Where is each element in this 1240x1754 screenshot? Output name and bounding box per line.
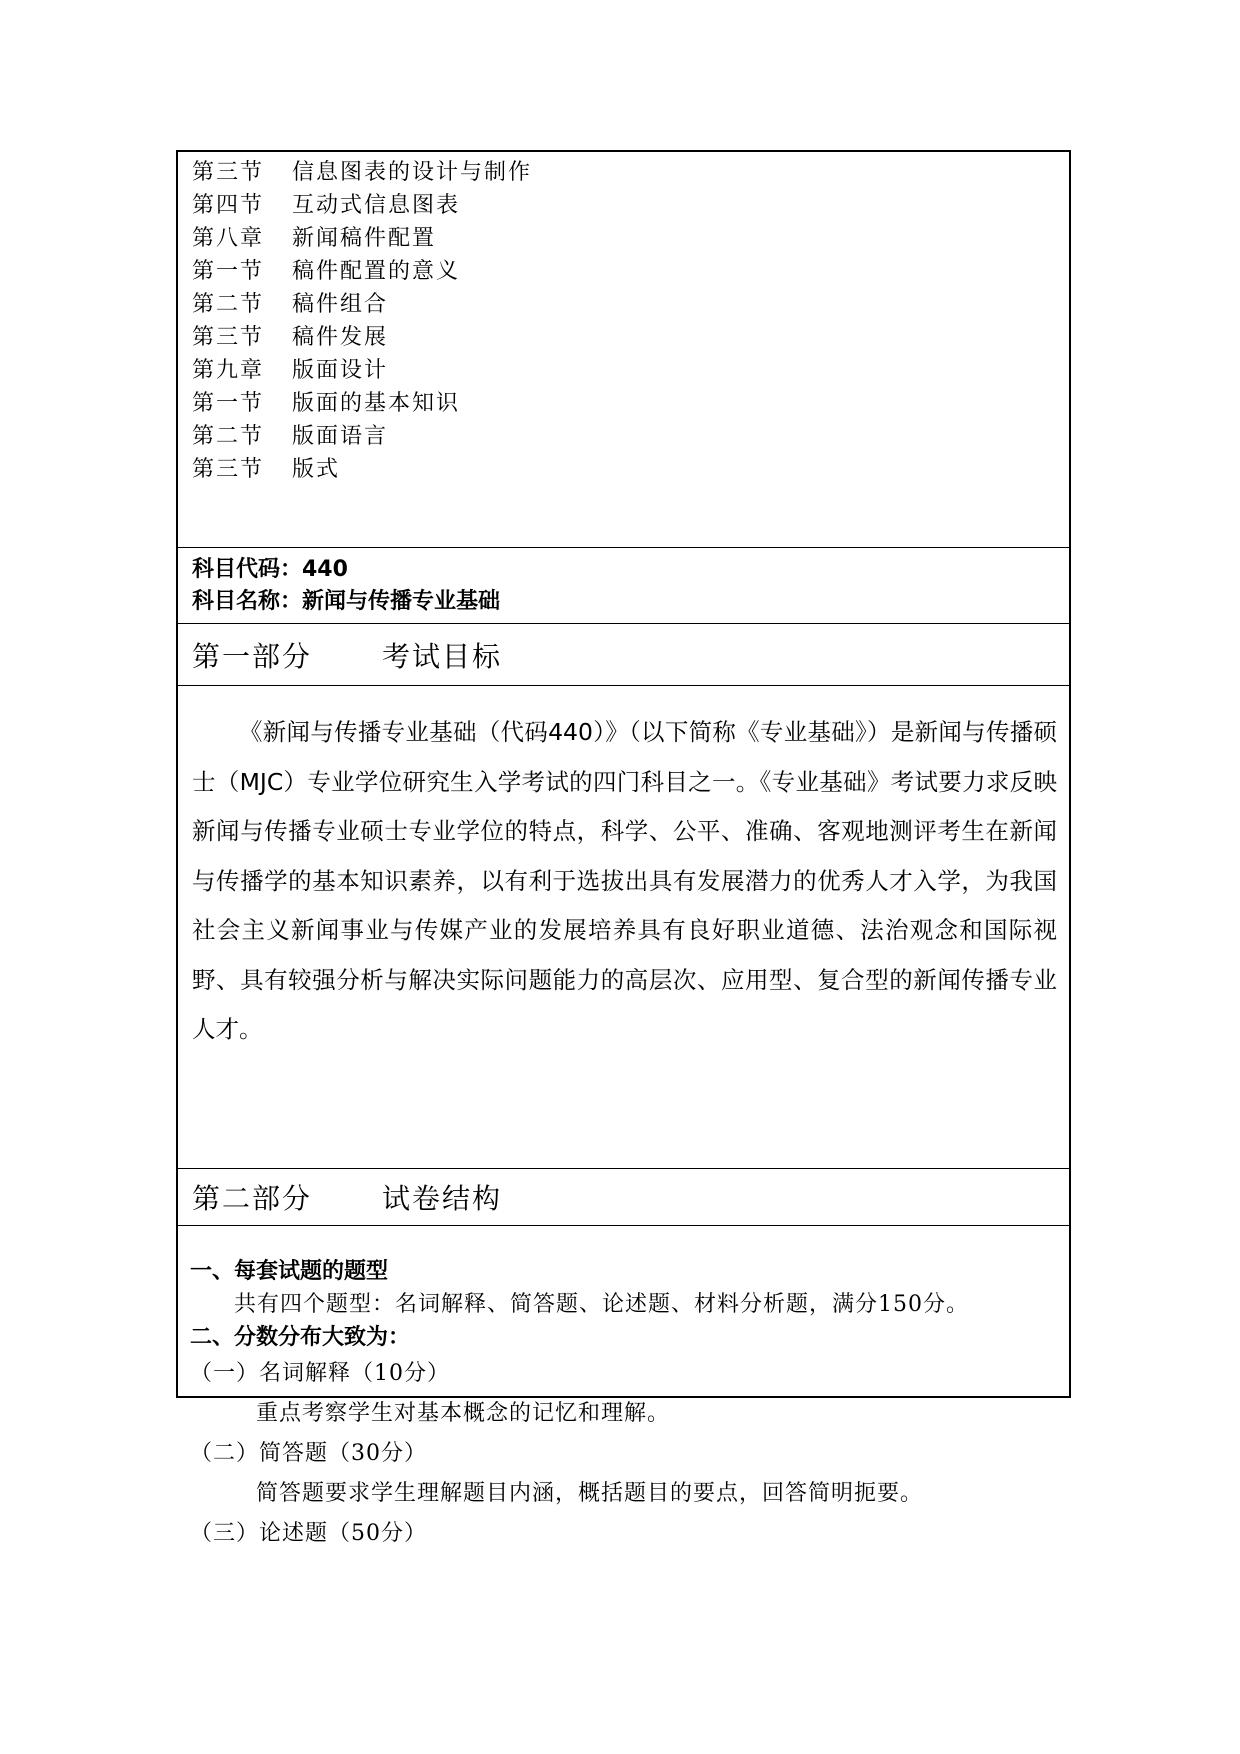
question-types-paragraph: 共有四个题型：名词解释、简答题、论述题、材料分析题，满分150分。 xyxy=(234,1292,969,1317)
part1-label: 第一部分 xyxy=(192,639,313,673)
section-term-explanation-desc: 重点考察学生对基本概念的记忆和理解。 xyxy=(256,1401,671,1426)
score-distribution-heading: 二、分数分布大致为： xyxy=(190,1325,411,1350)
toc-number: 第一节 xyxy=(192,391,265,416)
toc-title: 稿件发展 xyxy=(292,325,389,350)
toc-row xyxy=(192,354,1069,387)
toc-row xyxy=(192,453,1069,486)
part1-title: 考试目标 xyxy=(382,639,503,673)
section-essay: （三）论述题（50分） xyxy=(190,1521,427,1546)
toc-number: 第二节 xyxy=(192,424,265,449)
toc-row xyxy=(192,222,1069,255)
part2-header xyxy=(178,1169,1069,1225)
question-types-heading: 一、每套试题的题型 xyxy=(190,1259,389,1284)
syllabus-table xyxy=(176,150,1071,1546)
toc-title: 版面设计 xyxy=(292,358,389,383)
toc-title: 新闻稿件配置 xyxy=(292,226,437,251)
toc-number: 第三节 xyxy=(192,457,265,482)
structure-cell xyxy=(178,1226,1069,1546)
toc-number: 第三节 xyxy=(192,160,265,185)
objective-paragraph: 《新闻与传播专业基础（代码440）》（以下简称《专业基础》）是新闻与传播硕士（MJC）专业学位研究生入学考试的四门科目之一。《专业基础》考试要力求反映新闻与传播专业硕士专业学位的特点，科学、公平、准确、客观地测评考生在新闻与传播学的基本知识素养，以有利于选拔出具有发展潜力的优秀人才入学，为我国社会主义新闻事业与传媒产业的发展培养具有良好职业道德、法治观念和国际视野、具有较强分析与解决实际问题能力的高层次、应用型、复合型的新闻传播专业人才。 xyxy=(192,718,1057,1043)
section-short-answer-desc: 简答题要求学生理解题目内涵，概括题目的要点，回答简明扼要。 xyxy=(256,1481,924,1506)
toc-row xyxy=(192,387,1069,420)
toc-row xyxy=(192,420,1069,453)
toc-number: 第九章 xyxy=(192,358,265,383)
toc-title: 版式 xyxy=(292,457,341,482)
toc-number: 第二节 xyxy=(192,292,265,317)
part1-header xyxy=(178,624,1069,685)
toc-title: 稿件组合 xyxy=(292,292,389,317)
toc-title: 版面语言 xyxy=(292,424,389,449)
toc-row xyxy=(192,321,1069,354)
subject-name: 科目名称：新闻与传播专业基础 xyxy=(192,589,501,614)
part2-title: 试卷结构 xyxy=(382,1182,503,1215)
toc-row xyxy=(192,189,1069,222)
toc-number: 第一节 xyxy=(192,259,265,284)
toc-title: 信息图表的设计与制作 xyxy=(292,160,533,185)
section-short-answer: （二）简答题（30分） xyxy=(190,1441,427,1466)
part2-label: 第二部分 xyxy=(192,1182,313,1215)
toc-title: 版面的基本知识 xyxy=(292,391,461,416)
toc-title: 互动式信息图表 xyxy=(292,193,461,218)
toc-number: 第四节 xyxy=(192,193,265,218)
toc-number: 第三节 xyxy=(192,325,265,350)
toc-row xyxy=(192,255,1069,288)
toc-row xyxy=(192,156,1069,189)
toc-number: 第八章 xyxy=(192,226,265,251)
toc-cell xyxy=(178,152,1069,547)
objective-cell xyxy=(178,686,1069,1168)
toc-title: 稿件配置的意义 xyxy=(292,259,461,284)
toc-row xyxy=(192,288,1069,321)
subject-code: 科目代码：440 xyxy=(192,557,348,582)
section-term-explanation: （一）名词解释（10分） xyxy=(190,1361,450,1386)
subject-cell xyxy=(178,548,1069,624)
